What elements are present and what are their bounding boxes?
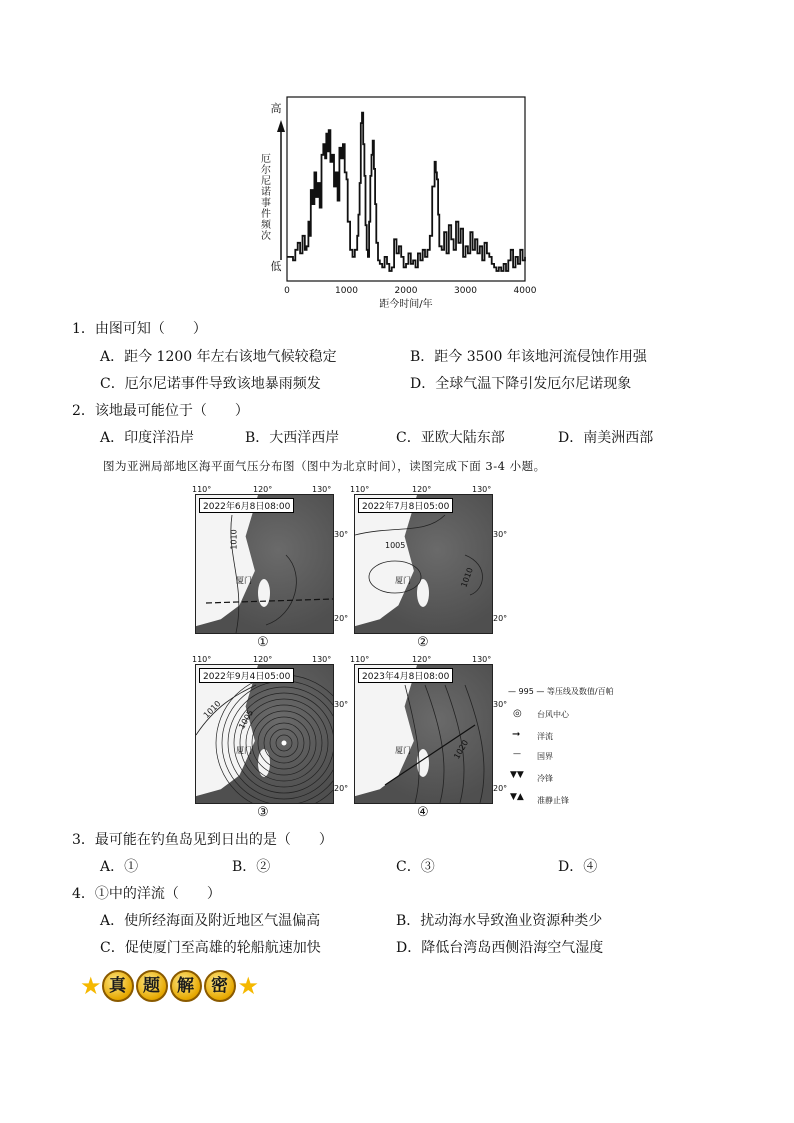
map-3-isobar-value-2: 1005	[237, 708, 256, 731]
y-title-char: 尔	[261, 165, 271, 176]
map-3-city: 厦门	[236, 746, 252, 755]
legend-border-icon: —	[513, 749, 521, 758]
map-2-isobar-value-1: 1005	[385, 541, 406, 550]
x-tick-label: 1000	[335, 286, 358, 296]
map-3-isobars	[196, 665, 333, 803]
map-2-date: 2022年7月8日05:00	[358, 498, 453, 513]
star-icon-left: ★	[80, 972, 102, 1000]
map-2-lon-110: 110°	[350, 485, 370, 494]
map-3-lat-30: 30°	[334, 700, 349, 709]
map-2-lon-120: 120°	[412, 485, 432, 494]
x-tick-label: 0	[284, 286, 290, 296]
y-title-char: 件	[261, 209, 271, 220]
map-2-isobar-value-2: 1010	[459, 566, 475, 589]
typhoon-center-icon	[282, 741, 287, 746]
legend-current-icon: ➞	[512, 729, 521, 740]
map-3-number: ③	[257, 805, 269, 820]
legend-cold-front: 冷锋	[537, 774, 553, 783]
intro-text: 图为亚洲局部地区海平面气压分布图（图中为北京时间），读图完成下面 3-4 小题。	[103, 459, 546, 473]
y-axis-arrowhead	[277, 120, 285, 132]
y-low-label: 低	[270, 260, 282, 273]
map-3-lat-20: 20°	[334, 784, 349, 793]
y-title-char: 事	[261, 198, 271, 209]
el-nino-frequency-line	[287, 113, 525, 271]
y-axis-title	[261, 153, 272, 242]
banner-char-2: 题	[136, 970, 168, 1002]
legend-typhoon: 台风中心	[537, 710, 569, 719]
legend-current: 洋流	[537, 732, 553, 741]
section-banner	[80, 970, 260, 1004]
map-4-lat-30: 30°	[493, 700, 508, 709]
q2-option-b[interactable]: B．大西洋西岸	[245, 430, 340, 446]
map-1-isobar-value: 1010	[229, 529, 239, 550]
map-2-number: ②	[417, 635, 429, 650]
y-title-char: 频	[261, 220, 271, 231]
q2-option-c[interactable]: C．亚欧大陆东部	[396, 430, 505, 446]
banner-char-4: 密	[204, 970, 236, 1002]
map-4-lon-130: 130°	[472, 655, 492, 664]
q1-option-c[interactable]: C．厄尔尼诺事件导致该地暴雨频发	[100, 376, 321, 392]
y-title-char: 次	[261, 231, 271, 242]
banner-char-1: 真	[102, 970, 134, 1002]
q2-option-a[interactable]: A．印度洋沿岸	[100, 430, 195, 446]
x-axis-title: 距今时间/年	[379, 299, 433, 310]
pressure-map-4	[354, 664, 493, 804]
legend-stationary-front: 准静止锋	[537, 796, 569, 805]
y-title-char: 诺	[261, 187, 271, 198]
pressure-map-1	[195, 494, 334, 634]
map-1-city: 厦门	[236, 576, 252, 585]
y-high-label: 高	[270, 102, 282, 115]
map-2-lon-130: 130°	[472, 485, 492, 494]
pressure-map-2	[354, 494, 493, 634]
map-1-lat-20: 20°	[334, 614, 349, 623]
q1-option-b[interactable]: B．距今 3500 年该地河流侵蚀作用强	[410, 349, 647, 365]
q2-option-d[interactable]: D．南美洲西部	[558, 430, 654, 446]
map-4-lat-20: 20°	[493, 784, 508, 793]
map-1-lon-110: 110°	[192, 485, 212, 494]
map-4-lon-120: 120°	[412, 655, 432, 664]
map-3-isobar-value-1: 1010	[201, 699, 223, 720]
map-2-lat-30: 30°	[493, 530, 508, 539]
q3-option-d[interactable]: D．④	[558, 859, 598, 875]
map-3-lon-120: 120°	[253, 655, 273, 664]
x-tick-labels	[284, 286, 537, 296]
q4-option-b[interactable]: B．扰动海水导致渔业资源种类少	[396, 913, 603, 929]
star-icon-right: ★	[237, 972, 260, 1000]
map-3-date: 2022年9月4日05:00	[199, 668, 294, 683]
legend-stationary-front-icon: ▼▲	[510, 792, 524, 802]
map-3-lon-130: 130°	[312, 655, 332, 664]
el-nino-chart	[250, 90, 540, 315]
map-4-city: 厦门	[395, 746, 411, 755]
chart-series	[287, 113, 525, 271]
map-4-isobar-value: 1020	[452, 738, 471, 761]
map-4-isobars	[355, 665, 492, 803]
q1-option-a[interactable]: A．距今 1200 年左右该地气候较稳定	[100, 349, 337, 365]
q3-option-a[interactable]: A．①	[100, 859, 139, 875]
q4-stem: 4．①中的洋流（ ）	[72, 886, 221, 902]
map-1-lon-130: 130°	[312, 485, 332, 494]
q2-stem: 2．该地最可能位于（ ）	[72, 403, 249, 419]
map-1-date: 2022年6月8日08:00	[199, 498, 294, 513]
legend-isobar: — 995 — 等压线及数值/百帕	[508, 687, 614, 696]
banner-char-3: 解	[170, 970, 202, 1002]
x-tick-label: 3000	[454, 286, 477, 296]
x-tick-label: 4000	[513, 286, 537, 296]
map-1-lon-120: 120°	[253, 485, 273, 494]
y-title-char: 厄	[261, 154, 271, 165]
map-2-isobars	[355, 495, 492, 633]
map-2-lat-20: 20°	[493, 614, 508, 623]
map-4-lon-110: 110°	[350, 655, 370, 664]
q1-option-d[interactable]: D．全球气温下降引发厄尔尼诺现象	[410, 376, 632, 392]
q1-stem: 1．由图可知（ ）	[72, 321, 207, 337]
legend-border: 国界	[537, 752, 553, 761]
x-tick-label: 2000	[394, 286, 418, 296]
legend-typhoon-icon: ◎	[513, 708, 522, 719]
y-title-char: 尼	[261, 176, 271, 187]
map-1-number: ①	[257, 635, 269, 650]
map-4-number: ④	[417, 805, 429, 820]
q4-option-a[interactable]: A．使所经海面及附近地区气温偏高	[100, 913, 321, 929]
map-2-city: 厦门	[395, 576, 411, 585]
q3-option-b[interactable]: B．②	[232, 859, 271, 875]
pressure-map-3	[195, 664, 334, 804]
q3-option-c[interactable]: C．③	[396, 859, 435, 875]
legend-cold-front-icon: ▼▼	[510, 770, 524, 780]
map-4-date: 2023年4月8日08:00	[358, 668, 453, 683]
q4-option-c[interactable]: C．促使厦门至高雄的轮船航速加快	[100, 940, 321, 956]
q3-stem: 3．最可能在钓鱼岛见到日出的是（ ）	[72, 832, 333, 848]
q4-option-d[interactable]: D．降低台湾岛西侧沿海空气湿度	[396, 940, 604, 956]
map-3-lon-110: 110°	[192, 655, 212, 664]
map-1-isobars	[196, 495, 333, 633]
map-1-lat-30: 30°	[334, 530, 349, 539]
